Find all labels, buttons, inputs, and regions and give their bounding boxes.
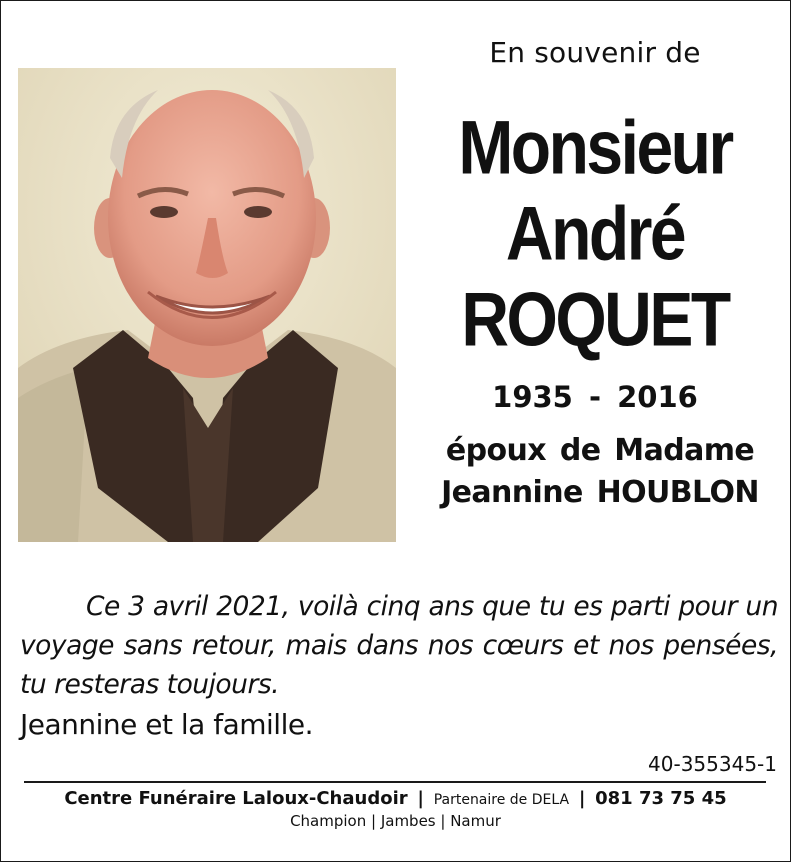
memorial-message: Ce 3 avril 2021, voilà cinq ans que tu es parti pour un voyage sans retour, mais dans nos cœurs et nos pensées, tu resteras toujours.	[20, 591, 778, 700]
spouse-info	[420, 430, 780, 514]
name-title: Monsieur	[458, 104, 732, 190]
portrait-illustration	[18, 68, 396, 542]
deceased-name	[420, 104, 770, 362]
spouse-line-2: Jeannine HOUBLON	[441, 475, 759, 510]
year-separator: -	[588, 380, 602, 414]
footer-separator: |	[417, 788, 424, 809]
funeral-home-name: Centre Funéraire Laloux-Chaudoir	[64, 788, 408, 809]
portrait-photo	[18, 68, 396, 542]
life-years	[420, 380, 770, 414]
name-first: André	[505, 190, 685, 276]
reference-number: 40-355345-1	[648, 752, 777, 776]
birth-year: 1935	[492, 380, 573, 414]
death-year: 2016	[617, 380, 698, 414]
funeral-home-footer	[0, 788, 791, 809]
spouse-line-1: époux de Madame	[445, 433, 755, 468]
signature: Jeannine et la famille.	[20, 708, 313, 741]
footer-separator: |	[578, 788, 586, 809]
footer-divider	[24, 781, 766, 783]
phone-number: 081 73 75 45	[595, 788, 727, 809]
name-last: ROQUET	[461, 276, 729, 362]
memorial-heading: En souvenir de	[489, 36, 701, 69]
locations: Champion | Jambes | Namur	[290, 812, 501, 830]
partner-text: Partenaire de DELA	[433, 792, 570, 808]
